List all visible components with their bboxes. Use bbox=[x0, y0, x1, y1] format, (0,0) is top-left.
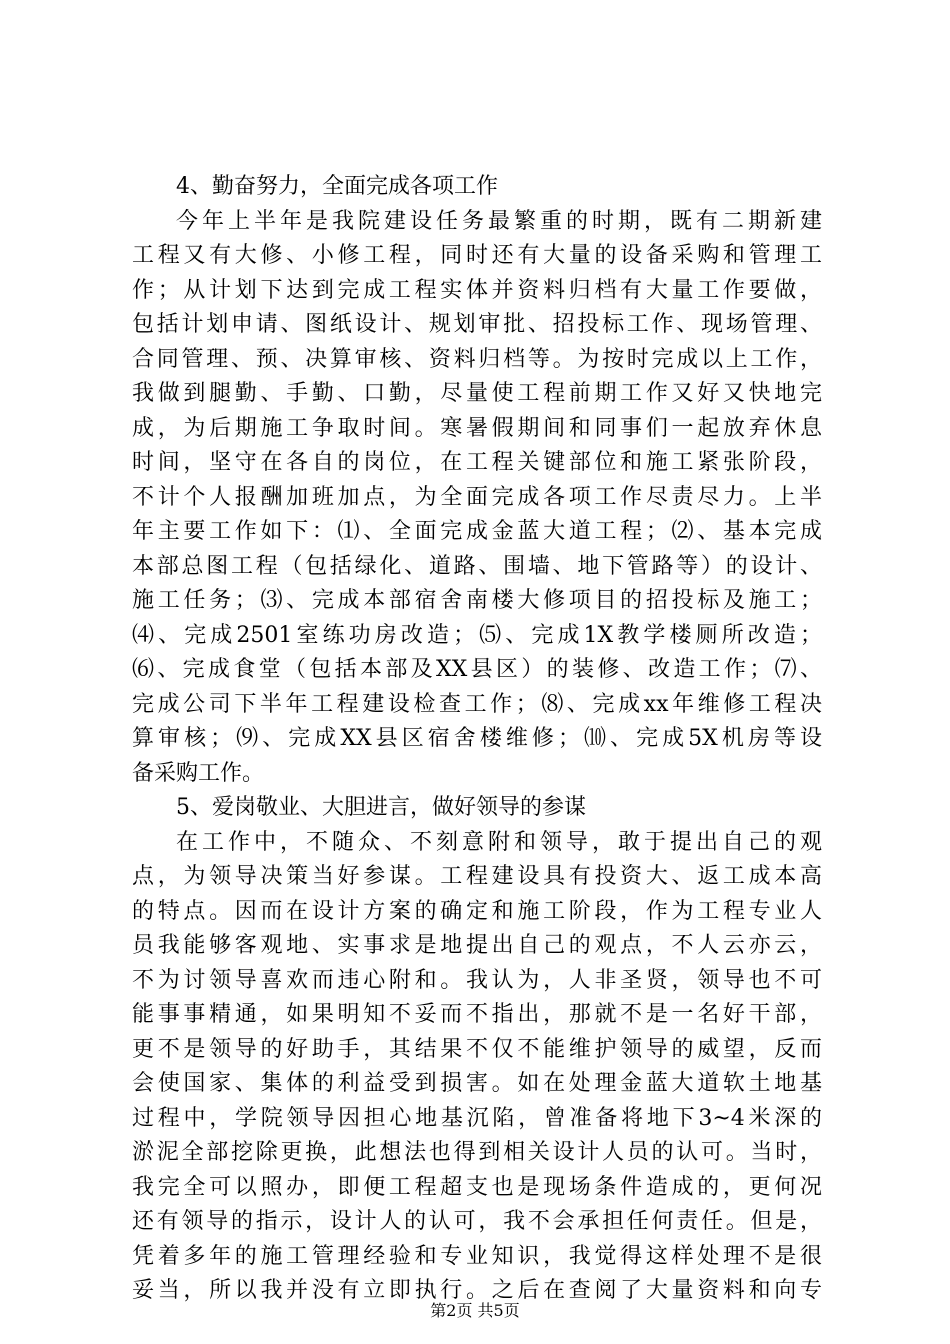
paragraph-line: 能事事精通，如果明知不妥而不指出，那就不是一名好干部， bbox=[132, 1002, 822, 1027]
paragraph-line: 备采购工作。 bbox=[132, 760, 265, 786]
section-heading-4: 4、勤奋努力，全面完成各项工作 bbox=[176, 174, 498, 199]
paragraph-line: 不为讨领导喜欢而违心附和。我认为，人非圣贤，领导也不可 bbox=[132, 967, 822, 993]
paragraph-line: 作；从计划下达到完成工程实体并资料归档有大量工作要做， bbox=[132, 277, 822, 303]
paragraph-line: 淤泥全部挖除更换，此想法也得到相关设计人员的认可。当时， bbox=[132, 1140, 822, 1165]
paragraph-line: 施工任务；⑶、完成本部宿舍南楼大修项目的招投标及施工； bbox=[132, 588, 822, 613]
paragraph-line: 今年上半年是我院建设任务最繁重的时期，既有二期新建 bbox=[176, 208, 822, 234]
section-heading-5: 5、爱岗敬业、大胆进言，做好领导的参谋 bbox=[176, 795, 586, 820]
paragraph-line: 在工作中，不随众、不刻意附和领导，敢于提出自己的观 bbox=[176, 829, 822, 855]
paragraph-line: 本部总图工程（包括绿化、道路、围墙、地下管路等）的设计、 bbox=[132, 553, 822, 579]
paragraph-line: 妥当，所以我并没有立即执行。之后在查阅了大量资料和向专 bbox=[132, 1278, 822, 1303]
page-number-footer: 第2页 共5页 bbox=[430, 1301, 520, 1320]
paragraph-line: 过程中，学院领导因担心地基沉陷，曾准备将地下3~4米深的 bbox=[132, 1105, 822, 1131]
paragraph-line: 时间，坚守在各自的岗位，在工程关键部位和施工紧张阶段， bbox=[132, 450, 822, 475]
paragraph-line: 会使国家、集体的利益受到损害。如在处理金蓝大道软土地基 bbox=[132, 1071, 822, 1096]
paragraph-line: 我完全可以照办，即便工程超支也是现场条件造成的，更何况 bbox=[132, 1174, 822, 1200]
paragraph-line: 员我能够客观地、实事求是地提出自己的观点，不人云亦云， bbox=[132, 933, 822, 958]
paragraph-line: 工程又有大修、小修工程，同时还有大量的设备采购和管理工 bbox=[132, 243, 822, 268]
paragraph-line: 点，为领导决策当好参谋。工程建设具有投资大、返工成本高 bbox=[132, 864, 822, 889]
paragraph-line: ⑹、完成食堂（包括本部及XX县区）的装修、改造工作；⑺、 bbox=[132, 657, 822, 682]
document-body bbox=[132, 170, 822, 1309]
paragraph-line: 凭着多年的施工管理经验和专业知识，我觉得这样处理不是很 bbox=[132, 1243, 822, 1269]
paragraph-line: 合同管理、预、决算审核、资料归档等。为按时完成以上工作， bbox=[132, 346, 822, 372]
paragraph-line: 年主要工作如下：⑴、全面完成金蓝大道工程；⑵、基本完成 bbox=[132, 519, 822, 544]
paragraph-line: 更不是领导的好助手，其结果不仅不能维护领导的威望，反而 bbox=[132, 1036, 822, 1062]
paragraph-line: 完成公司下半年工程建设检查工作；⑻、完成xx年维修工程决 bbox=[132, 691, 822, 717]
paragraph-line: 还有领导的指示，设计人的认可，我不会承担任何责任。但是， bbox=[132, 1209, 822, 1234]
paragraph-line: 不计个人报酬加班加点，为全面完成各项工作尽责尽力。上半 bbox=[132, 484, 822, 510]
paragraph-line: 算审核；⑼、完成XX县区宿舍楼维修；⑽、完成5X机房等设 bbox=[132, 726, 822, 751]
paragraph-line: 包括计划申请、图纸设计、规划审批、招投标工作、现场管理、 bbox=[132, 312, 822, 337]
paragraph-line: 成，为后期施工争取时间。寒暑假期间和同事们一起放弃休息 bbox=[132, 415, 822, 441]
paragraph-line: ⑷、完成2501室练功房改造；⑸、完成1X教学楼厕所改造； bbox=[132, 622, 822, 648]
paragraph-line: 的特点。因而在设计方案的确定和施工阶段，作为工程专业人 bbox=[132, 898, 822, 924]
paragraph-line: 我做到腿勤、手勤、口勤，尽量使工程前期工作又好又快地完 bbox=[132, 381, 822, 406]
